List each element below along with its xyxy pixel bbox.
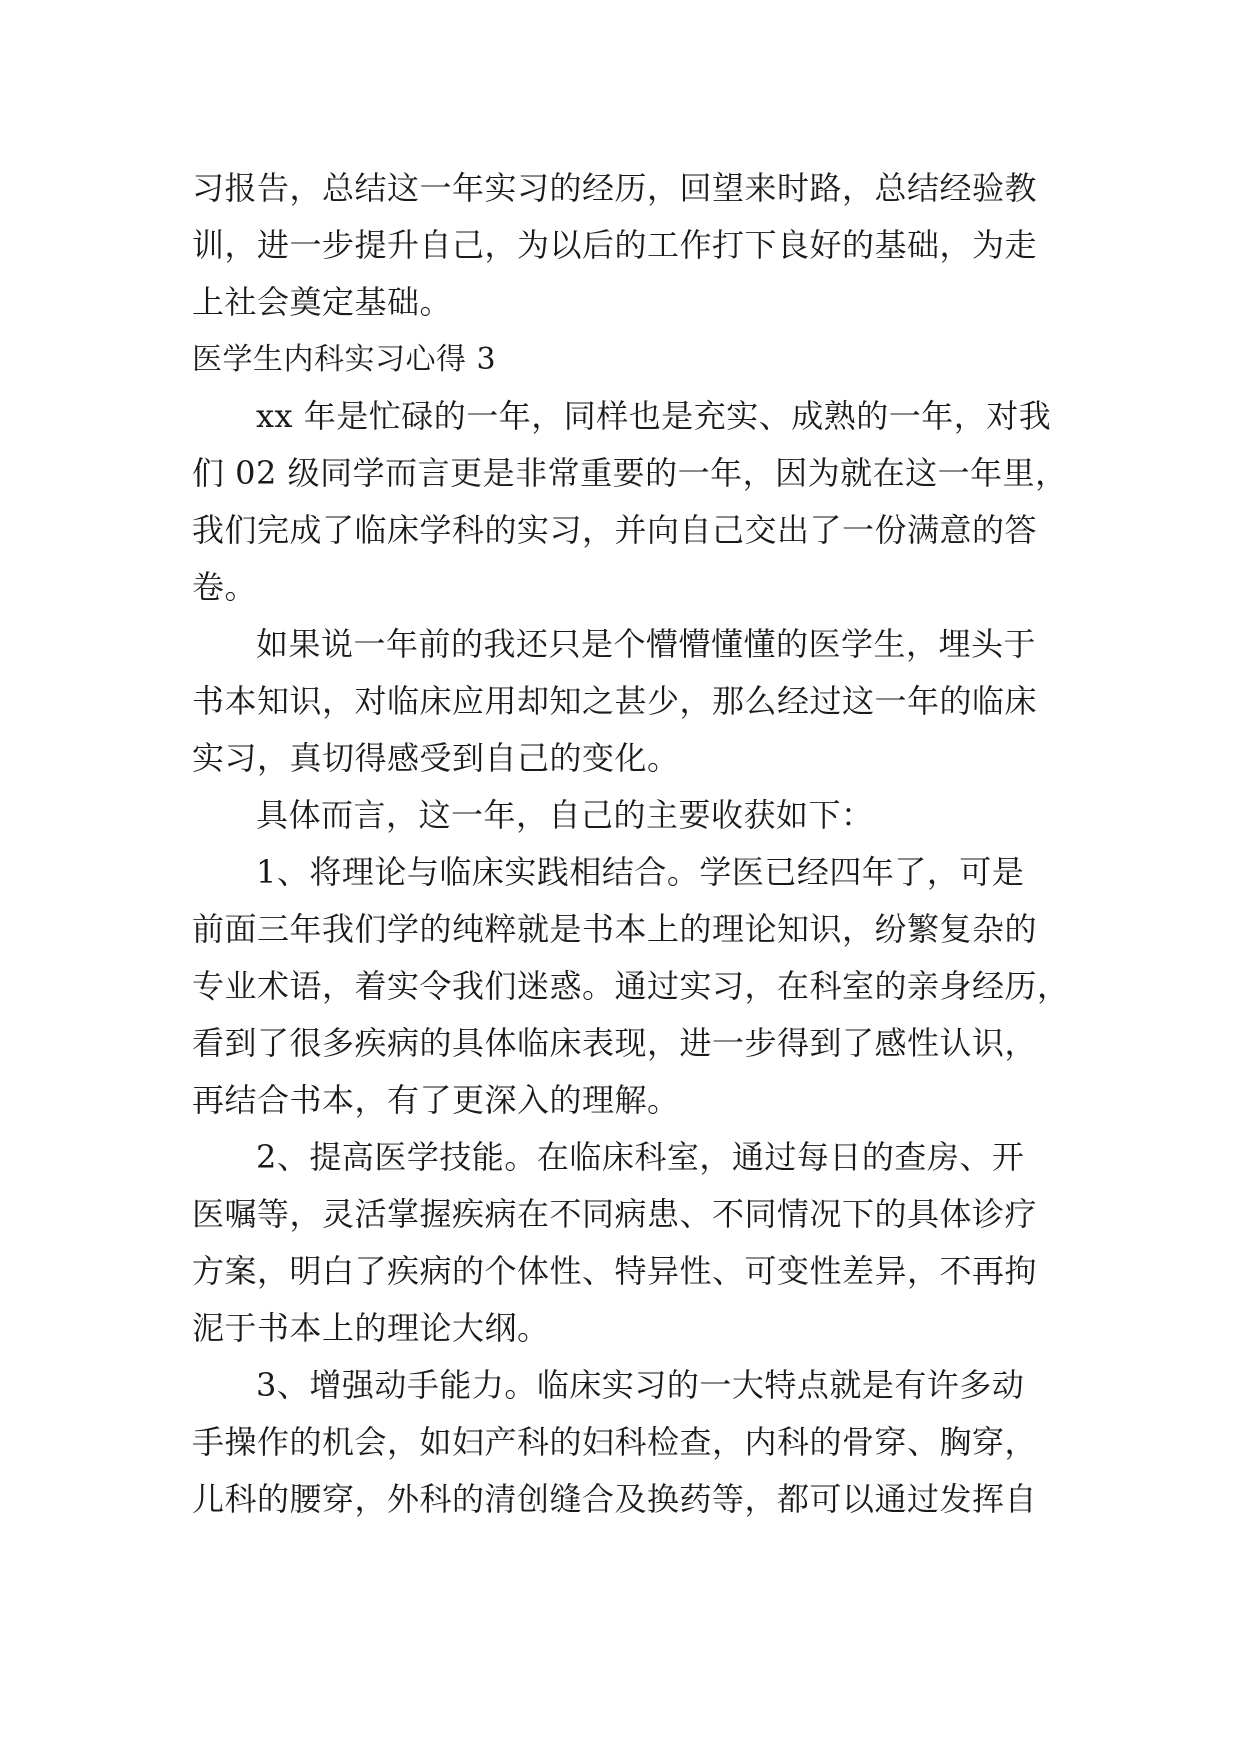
body-line: 医嘱等，灵活掌握疾病在不同病患、不同情况下的具体诊疗	[192, 1195, 1038, 1233]
body-line: 我们完成了临床学科的实习，并向自己交出了一份满意的答	[192, 511, 1038, 549]
body-line: 书本知识，对临床应用却知之甚少，那么经过这一年的临床	[192, 682, 1038, 720]
body-line: 手操作的机会，如妇产科的妇科检查，内科的骨穿、胸穿，	[192, 1423, 1038, 1461]
body-line: 看到了很多疾病的具体临床表现，进一步得到了感性认识，	[192, 1024, 1038, 1062]
paragraph-first-line: 如果说一年前的我还只是个懵懵懂懂的医学生，埋头于	[256, 625, 1037, 663]
body-line: 卷。	[192, 568, 258, 606]
section-heading: 医学生内科实习心得 3	[192, 342, 497, 377]
body-line: 训，进一步提升自己，为以后的工作打下良好的基础，为走	[192, 226, 1038, 264]
body-line: 实习，真切得感受到自己的变化。	[192, 739, 680, 777]
paragraph-first-line: 1、将理论与临床实践相结合。学医已经四年了，可是	[256, 853, 1025, 891]
body-line: 儿科的腰穿，外科的清创缝合及换药等，都可以通过发挥自	[192, 1480, 1038, 1518]
body-line: 再结合书本，有了更深入的理解。	[192, 1081, 680, 1119]
body-line: 方案，明白了疾病的个体性、特异性、可变性差异，不再拘	[192, 1252, 1038, 1290]
paragraph-first-line: 具体而言，这一年，自己的主要收获如下：	[256, 796, 874, 834]
paragraph-first-line: 2、提高医学技能。在临床科室，通过每日的查房、开	[256, 1138, 1025, 1176]
body-line: 们 02 级同学而言更是非常重要的一年，因为就在这一年里，	[192, 454, 1068, 492]
body-line: 专业术语，着实令我们迷惑。通过实习，在科室的亲身经历，	[192, 967, 1070, 1005]
body-line: 泥于书本上的理论大纲。	[192, 1309, 550, 1347]
body-line: 前面三年我们学的纯粹就是书本上的理论知识，纷繁复杂的	[192, 910, 1038, 948]
body-line: 上社会奠定基础。	[192, 283, 453, 321]
paragraph-first-line: xx 年是忙碌的一年，同样也是充实、成熟的一年，对我	[256, 397, 1052, 435]
body-line: 习报告，总结这一年实习的经历，回望来时路，总结经验教	[192, 169, 1038, 207]
document-body	[192, 160, 1072, 1528]
paragraph-first-line: 3、增强动手能力。临床实习的一大特点就是有许多动	[256, 1366, 1025, 1404]
